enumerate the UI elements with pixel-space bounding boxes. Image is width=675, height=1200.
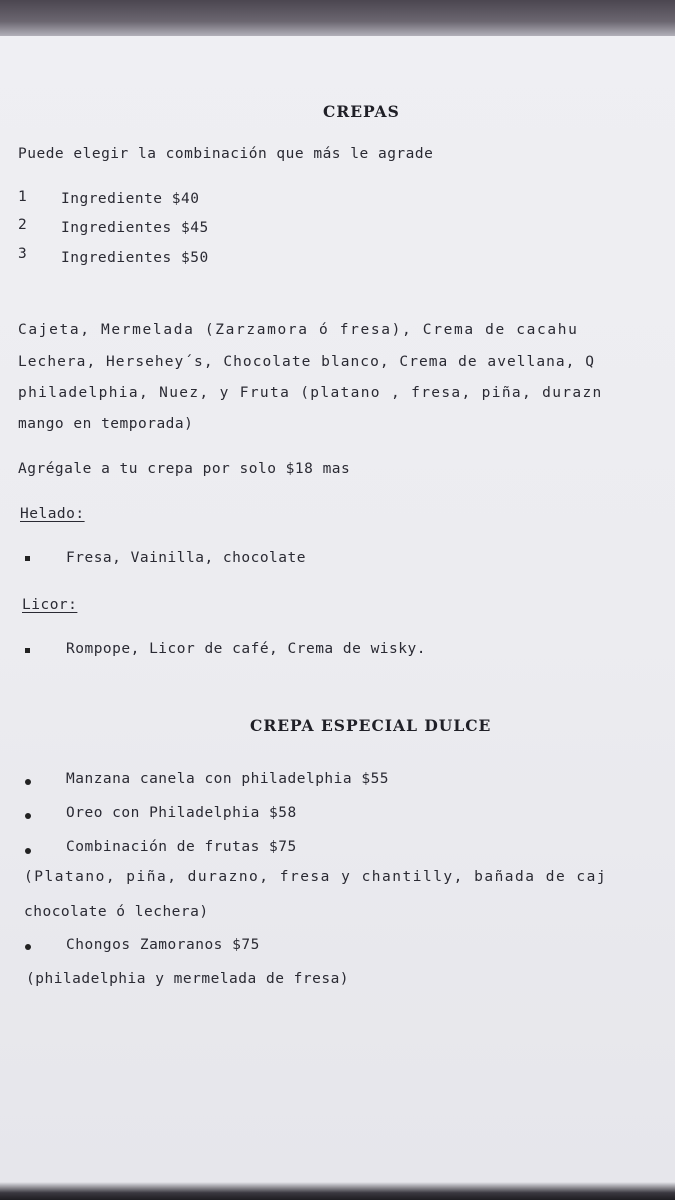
- bottom-edge: [0, 1182, 675, 1200]
- special-item-1: Manzana canela con philadelphia $55: [66, 771, 390, 787]
- round-bullet-icon: [25, 813, 31, 819]
- helado-items: Fresa, Vainilla, chocolate: [66, 550, 306, 566]
- special-note-3: (philadelphia y mermelada de fresa): [26, 971, 350, 987]
- price-label-2: Ingredientes $45: [61, 220, 209, 236]
- price-label-3: Ingredientes $50: [61, 250, 209, 266]
- round-bullet-icon: [25, 944, 31, 950]
- special-note-2: chocolate ó lechera): [24, 904, 209, 920]
- menu-page: [0, 36, 675, 1186]
- page-title: CREPAS: [323, 102, 400, 121]
- special-item-3: Combinación de frutas $75: [66, 839, 297, 855]
- licor-items: Rompope, Licor de café, Crema de wisky.: [66, 641, 426, 657]
- square-bullet-icon: [25, 556, 30, 561]
- ingredients-line-2: Lechera, Hersehey´s, Chocolate blanco, Crema de avellana, Q: [18, 354, 596, 370]
- special-item-4: Chongos Zamoranos $75: [66, 937, 260, 953]
- price-label-1: Ingrediente $40: [61, 191, 200, 207]
- special-section-title: CREPA ESPECIAL DULCE: [250, 716, 492, 735]
- round-bullet-icon: [25, 848, 31, 854]
- addon-text: Agrégale a tu crepa por solo $18 mas: [18, 461, 351, 477]
- licor-heading: Licor:: [22, 597, 78, 613]
- intro-text: Puede elegir la combinación que más le agrade: [18, 146, 434, 162]
- special-note-1: (Platano, piña, durazno, fresa y chantilly, bañada de caj: [24, 869, 608, 885]
- ingredients-line-4: mango en temporada): [18, 416, 194, 432]
- ingredients-line-3: philadelphia, Nuez, y Fruta (platano , fresa, piña, durazn: [18, 385, 603, 401]
- helado-heading: Helado:: [20, 506, 85, 522]
- ingredients-line-1: Cajeta, Mermelada (Zarzamora ó fresa), Crema de cacahu: [18, 322, 579, 338]
- price-number-3: 3: [18, 246, 28, 262]
- price-number-2: 2: [18, 217, 28, 233]
- round-bullet-icon: [25, 779, 31, 785]
- special-item-2: Oreo con Philadelphia $58: [66, 805, 297, 821]
- square-bullet-icon: [25, 648, 30, 653]
- price-number-1: 1: [18, 189, 28, 205]
